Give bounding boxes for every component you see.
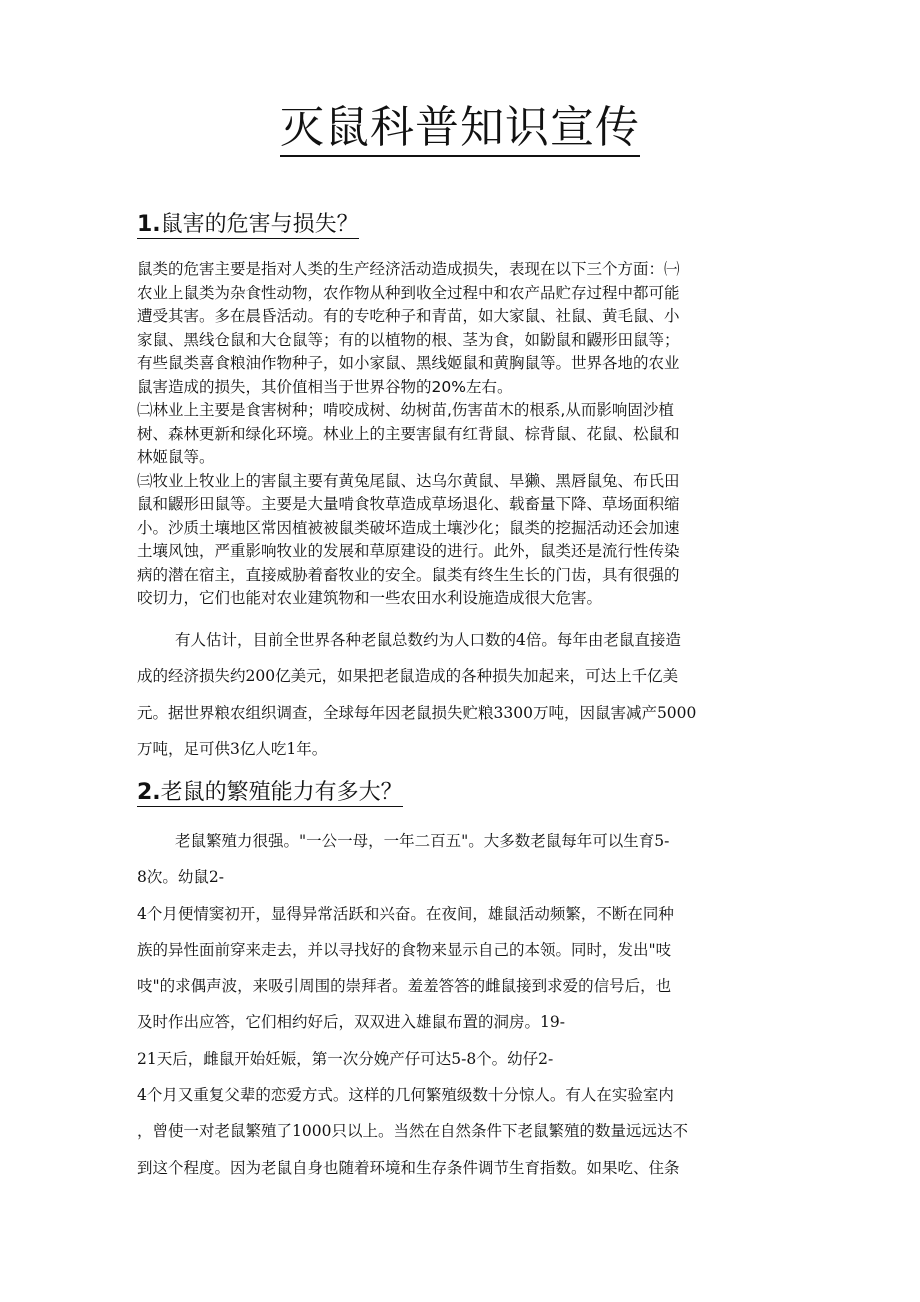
- paragraph-line: 林姬鼠等。: [137, 448, 215, 466]
- paragraph-line: 到这个程度。因为老鼠自身也随着环境和生存条件调节生育指数。如果吃、住条: [137, 1158, 680, 1177]
- paragraph-line: 及时作出应答，它们相约好后，双双进入雄鼠布置的洞房。19-: [137, 1013, 565, 1032]
- paragraph-line: 有人估计，目前全世界各种老鼠总数约为人口数的4倍。每年由老鼠直接造: [175, 631, 681, 649]
- section-1-estimate-paragraph: [137, 622, 787, 767]
- paragraph-line: 鼠和鼹形田鼠等。主要是大量啃食牧草造成草场退化、载畜量下降、草场面积缩: [137, 495, 680, 513]
- paragraph-line: 4个月又重复父辈的恋爱方式。这样的几何繁殖级数十分惊人。有人在实验室内: [137, 1086, 674, 1105]
- paragraph-line: ㈢牧业上牧业上的害鼠主要有黄兔尾鼠、达乌尔黄鼠、旱獭、黑唇鼠兔、布氏田: [137, 471, 680, 490]
- paragraph-line: 4个月便情窦初开，显得异常活跃和兴奋。在夜间，雄鼠活动频繁，不断在同种: [137, 904, 674, 923]
- section-1-heading-text: 鼠害的危害与损失？: [160, 212, 359, 237]
- document-title-text: 灭鼠科普知识宣传: [280, 102, 640, 157]
- paragraph-line: ，曾使一对老鼠繁殖了1000只以上。当然在自然条件下老鼠繁殖的数量远远达不: [137, 1122, 688, 1141]
- paragraph-line: 家鼠、黑线仓鼠和大仓鼠等；有的以植物的根、茎为食，如鼢鼠和鼹形田鼠等；: [137, 330, 680, 349]
- paragraph-line: 树、森林更新和绿化环境。林业上的主要害鼠有红背鼠、棕背鼠、花鼠、松鼠和: [137, 424, 680, 443]
- section-2-heading-text: 老鼠的繁殖能力有多大？: [160, 780, 403, 805]
- paragraph-line: 鼠类的危害主要是指对人类的生产经济活动造成损失，表现在以下三个方面：㈠: [137, 260, 680, 278]
- section-1-body: [137, 258, 787, 611]
- paragraph-line: 成的经济损失约200亿美元，如果把老鼠造成的各种损失加起来，可达上千亿美: [137, 667, 679, 686]
- paragraph-line: 吱"的求偶声波，来吸引周围的崇拜者。羞羞答答的雌鼠接到求爱的信号后，也: [137, 977, 672, 996]
- paragraph-line: 元。据世界粮农组织调查，全球每年因老鼠损失贮粮3300万吨，因鼠害减产5000: [137, 703, 697, 722]
- paragraph-line: 咬切力，它们也能对农业建筑物和一些农田水利设施造成很大危害。: [137, 589, 603, 607]
- paragraph-line: 农业上鼠类为杂食性动物，农作物从种到收全过程中和农产品贮存过程中都可能: [137, 283, 680, 302]
- paragraph-line: 遭受其害。多在晨昏活动。有的专吃种子和青苗，如大家鼠、社鼠、黄毛鼠、小: [137, 307, 680, 325]
- paragraph-line: ㈡林业上主要是食害树种；啃咬成树、幼树苗,伤害苗木的根系,从而影响固沙植: [137, 401, 674, 419]
- section-1-heading: [137, 210, 359, 240]
- paragraph-line: 病的潜在宿主，直接威胁着畜牧业的安全。鼠类有终生生长的门齿，具有很强的: [137, 565, 680, 584]
- paragraph-line: 万吨，足可供3亿人吃1年。: [137, 739, 328, 758]
- section-2-body: [137, 823, 787, 1186]
- paragraph-line: 21天后，雌鼠开始妊娠，第一次分娩产仔可达5-8个。幼仔2-: [137, 1049, 554, 1068]
- paragraph-line: 土壤风蚀，严重影响牧业的发展和草原建设的进行。此外，鼠类还是流行性传染: [137, 542, 680, 560]
- paragraph-line: 有些鼠类喜食粮油作物种子，如小家鼠、黑线姬鼠和黄胸鼠等。世界各地的农业: [137, 354, 680, 372]
- paragraph-line: 8次。幼鼠2-: [137, 868, 224, 887]
- paragraph-line: 族的异性面前穿来走去，并以寻找好的食物来显示自己的本领。同时，发出"吱: [137, 940, 672, 959]
- paragraph-line: 鼠害造成的损失，其价值相当于世界谷物的20%左右。: [137, 377, 513, 396]
- paragraph-line: 小。沙质土壤地区常因植被被鼠类破坏造成土壤沙化；鼠类的挖掘活动还会加速: [137, 518, 680, 537]
- section-1-number: 1.: [137, 212, 161, 237]
- section-2-number: 2.: [137, 780, 161, 805]
- document-title: [0, 100, 920, 156]
- section-2-heading: [137, 778, 403, 808]
- paragraph-line: 老鼠繁殖力很强。"一公一母，一年二百五"。大多数老鼠每年可以生育5-: [175, 832, 670, 850]
